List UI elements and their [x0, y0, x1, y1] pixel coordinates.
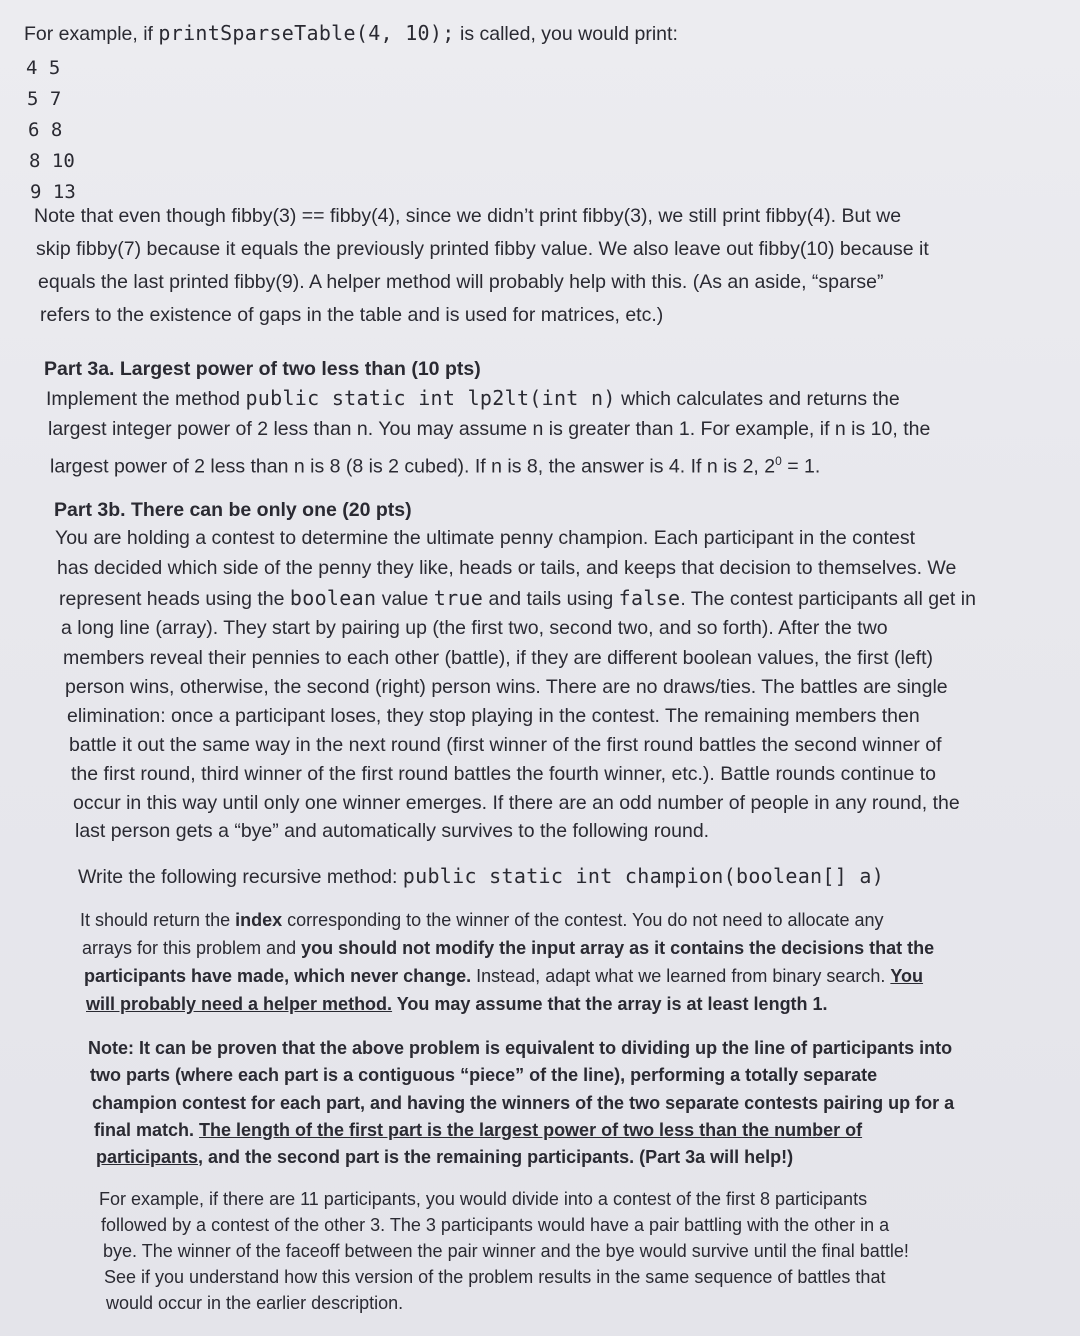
note-line: equals the last printed fibby(9). A helper method will probably help with this. (As an aside, “sparse” — [38, 271, 884, 293]
note-text: and the second part is the remaining participants. (Part 3a will help!) — [203, 1147, 794, 1167]
ret-bold: You may assume that the array is at least length 1. — [392, 994, 828, 1014]
output-line: 9 13 — [30, 181, 76, 203]
note-bold-line: two parts (where each part is a contiguous “piece” of the line), performing a totally separate — [90, 1065, 878, 1085]
part3b-line: occur in this way until only one winner emerges. If there are an odd number of people in any round, the — [73, 792, 960, 814]
intro-prefix: For example, if — [24, 23, 159, 45]
write-method-line — [78, 863, 884, 890]
part3b-line: has decided which side of the penny they like, heads or tails, and keeps that decision to themselves. We — [57, 557, 957, 579]
ret-text: It should return the — [80, 910, 236, 930]
intro-call-code: printSparseTable(4, 10); — [158, 21, 455, 45]
output-line: 8 10 — [29, 150, 75, 172]
note-bold-line — [96, 1144, 793, 1170]
intro-suffix: is called, you would print: — [454, 23, 678, 45]
false-code: false — [618, 586, 681, 610]
example-line: would occur in the earlier description. — [106, 1293, 404, 1313]
example-line: followed by a contest of the other 3. The 3 participants would have a pair battling with the other in a — [101, 1215, 890, 1235]
part3a-l3-suffix: = 1. — [781, 455, 821, 478]
ret-bold-underline: will probably need a helper method. — [86, 994, 393, 1014]
example-line: bye. The winner of the faceoff between the pair winner and the bye would survive until the final battle! — [103, 1241, 909, 1261]
part3a-l1-suffix: which calculates and returns the — [615, 388, 900, 410]
ret-bold: index — [235, 910, 283, 930]
output-line: 4 5 — [26, 57, 61, 79]
return-line — [80, 907, 884, 933]
note-line: Note that even though fibby(3) == fibby(4), since we didn’t print fibby(3), we still print fibby(4). But we — [34, 205, 902, 227]
example-line: For example, if there are 11 participants, you would divide into a contest of the first 8 participants — [99, 1189, 868, 1209]
part3a-heading: Part 3a. Largest power of two less than (10 pts) — [44, 358, 481, 380]
note-bold-line: champion contest for each part, and having the winners of the two separate contests pairing up for a — [92, 1093, 955, 1113]
lp2lt-signature-code: public static int lp2lt(int n) — [245, 386, 616, 410]
part3b-line — [59, 585, 976, 612]
note-underline: participants, — [96, 1147, 204, 1167]
part3a-line: largest integer power of 2 less than n. You may assume n is greater than 1. For example, if n is 10, the — [48, 418, 931, 440]
part3b-line: a long line (array). They start by pairing up (the first two, second two, and so forth). After the two — [61, 617, 888, 639]
part3b-text: value — [376, 588, 434, 610]
part3b-line: the first round, third winner of the first round battles the fourth winner, etc.). Battle rounds continue to — [71, 763, 936, 785]
example-line: See if you understand how this version of the problem results in the same sequence of battles that — [104, 1267, 886, 1287]
champion-signature-code: public static int champion(boolean[] a) — [402, 864, 885, 888]
output-line: 6 8 — [28, 119, 63, 141]
part3b-line: elimination: once a participant loses, they stop playing in the contest. The remaining members then — [67, 705, 920, 727]
true-code: true — [433, 586, 484, 610]
part3b-text: represent heads using the — [59, 588, 290, 610]
ret-bold-underline: You — [890, 966, 924, 986]
output-line: 5 7 — [27, 88, 62, 110]
part3a-l1-prefix: Implement the method — [46, 388, 246, 410]
return-line — [84, 963, 923, 989]
ret-text: Instead, adapt what we learned from binary search. — [471, 966, 891, 986]
part3b-line: person wins, otherwise, the second (right) person wins. There are no draws/ties. The battles are single — [65, 676, 948, 698]
part3b-line: last person gets a “bye” and automatically survives to the following round. — [75, 820, 710, 842]
part3b-text: . The contest participants all get in — [680, 588, 976, 610]
return-line — [82, 935, 934, 961]
ret-text: arrays for this problem and — [82, 938, 302, 958]
ret-text: corresponding to the winner of the contest. You do not need to allocate any — [282, 910, 884, 930]
intro-line — [24, 20, 678, 47]
note-bold-line: Note: It can be proven that the above problem is equivalent to dividing up the line of participants into — [88, 1038, 953, 1058]
ret-bold: you should not modify the input array as it contains the decisions that the — [301, 938, 935, 958]
note-line: refers to the existence of gaps in the table and is used for matrices, etc.) — [40, 304, 664, 326]
note-text: final match. — [94, 1120, 200, 1140]
note-bold-line — [94, 1117, 862, 1143]
part3a-line — [50, 448, 820, 480]
part3b-line: battle it out the same way in the next round (first winner of the first round battles the second winner of — [69, 734, 942, 756]
part3b-text: and tails using — [483, 588, 619, 610]
part3b-heading: Part 3b. There can be only one (20 pts) — [54, 499, 412, 521]
ret-bold: participants have made, which never change. — [84, 966, 472, 986]
part3a-superscript: 0 — [775, 454, 782, 468]
note-line: skip fibby(7) because it equals the previously printed fibby value. We also leave out fibby(10) because it — [36, 238, 929, 260]
boolean-code: boolean — [289, 586, 377, 610]
part3a-l3-prefix: largest power of 2 less than n is 8 (8 is 2 cubed). If n is 8, the answer is 4. If n is 2, 2 — [50, 455, 776, 478]
part3b-line: members reveal their pennies to each other (battle), if they are different boolean values, the first (left) — [63, 647, 934, 669]
return-line — [86, 991, 828, 1017]
write-prefix: Write the following recursive method: — [78, 866, 403, 888]
part3a-line — [46, 385, 900, 412]
part3b-line: You are holding a contest to determine the ultimate penny champion. Each participant in the contest — [55, 527, 915, 549]
note-underline: The length of the first part is the largest power of two less than the number of — [199, 1120, 863, 1140]
